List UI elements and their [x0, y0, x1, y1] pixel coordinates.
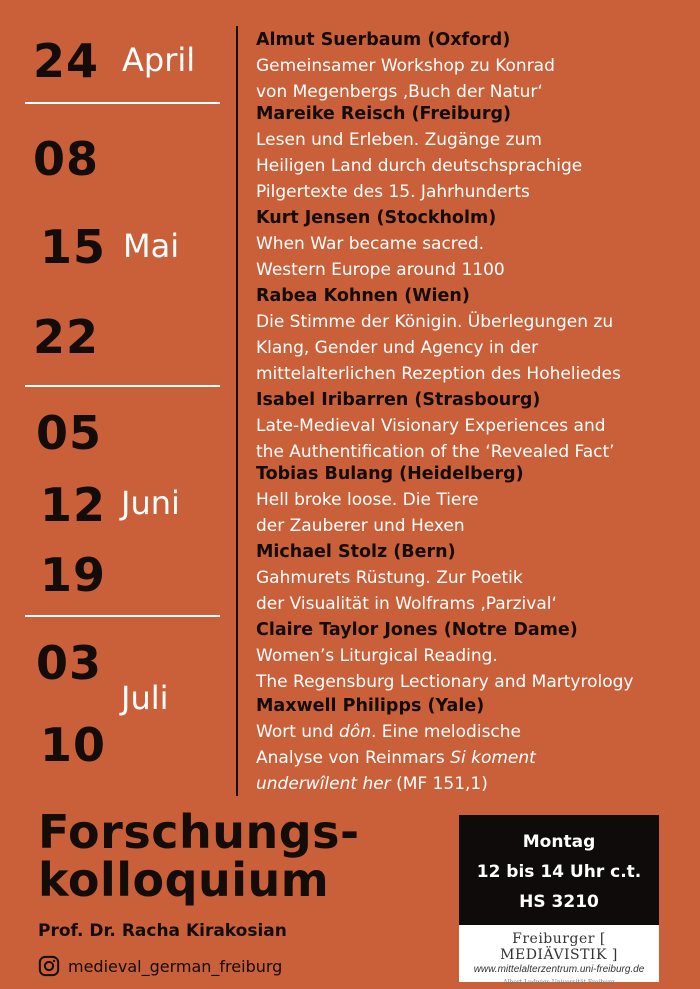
talk-item	[256, 205, 696, 283]
date-22: 22	[33, 310, 100, 364]
talk-title-line: Women’s Liturgical Reading.	[256, 646, 498, 666]
talk-item	[256, 101, 696, 205]
info-day: Montag	[522, 832, 596, 852]
month-juli: Juli	[121, 679, 169, 717]
talk-title-line: Wort und dôn. Eine melodische	[256, 722, 522, 742]
instagram-handle[interactable]	[38, 955, 282, 977]
speaker: Isabel Iribarren (Strasbourg)	[256, 390, 541, 410]
talk-title-line: Heiligen Land durch deutschsprachige	[256, 156, 583, 176]
date-05: 05	[36, 406, 103, 460]
date-08: 08	[33, 132, 100, 186]
month-juni: Juni	[121, 484, 180, 522]
vertical-divider	[236, 26, 238, 796]
date-19: 19	[40, 548, 107, 602]
talk-title-line: der Zauberer und Hexen	[256, 516, 465, 536]
speaker: Rabea Kohnen (Wien)	[256, 286, 470, 306]
talk-item	[256, 387, 696, 465]
talk-title-line: Lesen und Erleben. Zugänge zum	[256, 130, 542, 150]
date-12: 12	[40, 478, 107, 532]
talk-title-line: Klang, Gender und Agency in der	[256, 338, 539, 358]
logo-brand: Freiburger [ MEDIÄVISTIK ]	[500, 931, 618, 963]
divider	[25, 615, 220, 617]
talk-title-line: Gemeinsamer Workshop zu Konrad	[256, 56, 555, 76]
talk-title-line: Western Europe around 1100	[256, 260, 505, 280]
talk-item	[256, 27, 696, 105]
speaker: Maxwell Philipps (Yale)	[256, 696, 485, 716]
talk-item	[256, 283, 696, 387]
info-box	[459, 815, 659, 925]
talk-item	[256, 539, 696, 617]
talk-title-line: The Regensburg Lectionary and Martyrology	[256, 672, 634, 692]
talk-title-line: mittelalterlichen Rezeption des Hoheliedes	[256, 364, 621, 384]
talk-title-line: Hell broke loose. Die Tiere	[256, 490, 479, 510]
speaker: Tobias Bulang (Heidelberg)	[256, 464, 524, 484]
divider	[25, 385, 220, 387]
date-03: 03	[36, 636, 103, 690]
month-april: April	[122, 41, 196, 79]
speaker: Almut Suerbaum (Oxford)	[256, 30, 511, 50]
instagram-label: medieval_german_freiburg	[68, 956, 283, 976]
talk-item	[256, 693, 696, 797]
date-15: 15	[40, 220, 107, 274]
divider	[25, 102, 220, 104]
talk-title-line: der Visualität in Wolframs ‚Parzival‘	[256, 594, 557, 614]
talk-title-line: Gahmurets Rüstung. Zur Poetik	[256, 568, 523, 588]
talk-item	[256, 461, 696, 539]
speaker: Claire Taylor Jones (Notre Dame)	[256, 620, 578, 640]
logo-url[interactable]: www.mittelalterzentrum.uni-freiburg.de	[473, 964, 645, 975]
speaker: Kurt Jensen (Stockholm)	[256, 208, 497, 228]
logo-university: Albert-Ludwigs-Universität Freiburg	[503, 979, 615, 986]
talk-title-line: Analyse von Reinmars Si koment	[256, 748, 536, 768]
talk-title-line: Die Stimme der Königin. Überlegungen zu	[256, 312, 614, 332]
talk-title-line: the Authentification of the ‘Revealed Fact’	[256, 442, 615, 462]
talk-title-line: underwîlent her (MF 151,1)	[256, 774, 488, 794]
info-room: HS 3210	[519, 892, 599, 912]
talk-title-line: When War became sacred.	[256, 234, 485, 254]
talk-title-line: Pilgertexte des 15. Jahrhunderts	[256, 182, 530, 202]
month-mai: Mai	[123, 227, 180, 265]
date-10: 10	[40, 718, 107, 772]
date-24: 24	[33, 34, 100, 88]
talk-title-line: Late-Medieval Visionary Experiences and	[256, 416, 606, 436]
talk-title-line: von Megenbergs ‚Buch der Natur‘	[256, 82, 543, 102]
info-time: 12 bis 14 Uhr c.t.	[476, 862, 642, 882]
speaker: Mareike Reisch (Freiburg)	[256, 104, 512, 124]
logo	[459, 925, 659, 986]
talk-item	[256, 617, 696, 695]
page-title: Forschungs- kolloquium	[38, 805, 360, 907]
speaker: Michael Stolz (Bern)	[256, 542, 456, 562]
professor-name: Prof. Dr. Racha Kirakosian	[38, 921, 287, 941]
instagram-icon	[38, 955, 60, 977]
